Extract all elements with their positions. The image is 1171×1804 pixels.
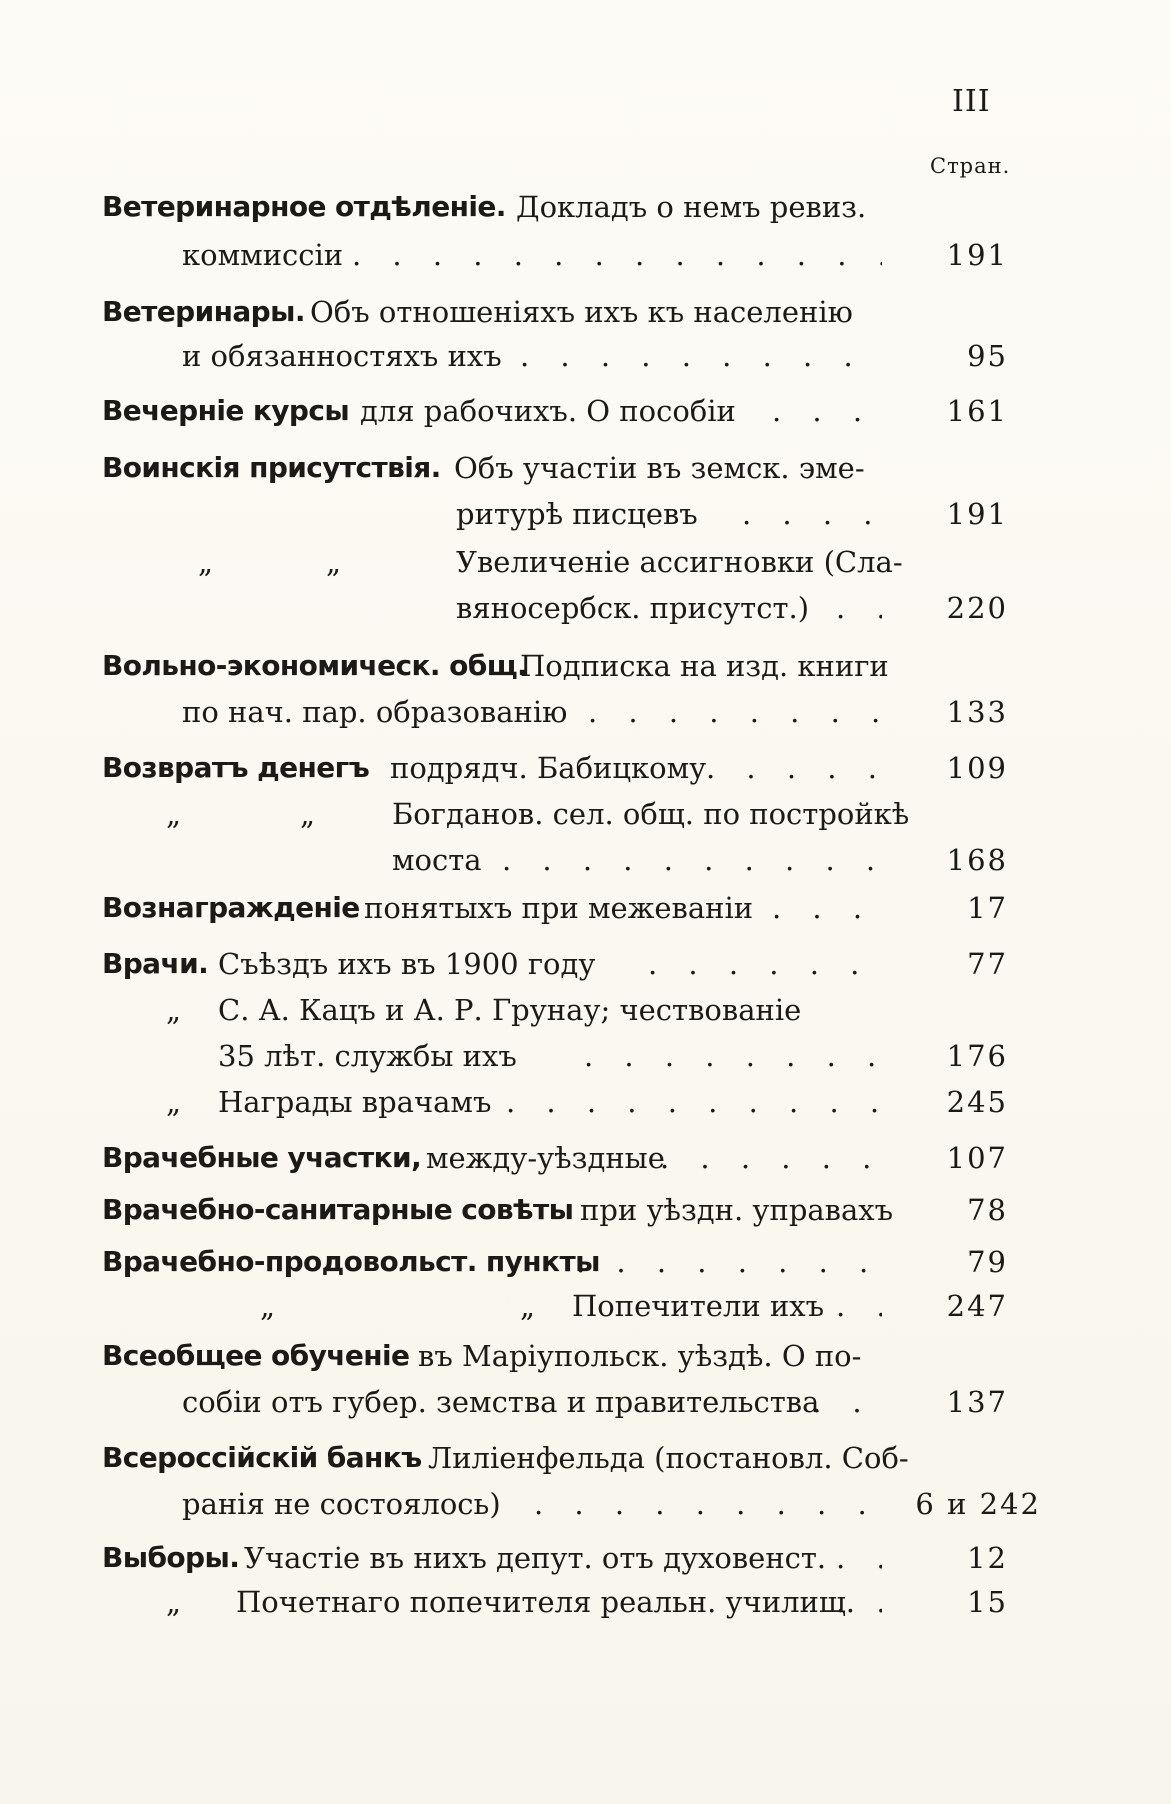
entry-page: 79: [967, 1245, 1008, 1279]
index-entry-line: [0, 792, 1171, 836]
entry-heading: Вечерніе курсы: [102, 394, 350, 427]
index-entry-line: [0, 1284, 1171, 1328]
entry-heading: Воинскія присутствія.: [102, 451, 441, 484]
ditto-mark: „: [198, 545, 214, 579]
dot-leader: [836, 1284, 882, 1328]
index-entry-line: [0, 446, 1171, 490]
dot-leader: [576, 1240, 882, 1284]
index-entry-line: [0, 838, 1171, 882]
entry-text: Награды врачамъ: [218, 1085, 492, 1119]
entry-text: подрядч. Бабицкому: [390, 751, 707, 785]
entry-text: въ Маріупольск. уѣздѣ. О по-: [418, 1339, 862, 1373]
index-entry-line: [0, 644, 1171, 688]
ditto-mark: „: [166, 1585, 182, 1619]
entry-text: ритурѣ писцевъ: [456, 497, 698, 531]
dot-leader: [520, 334, 882, 378]
page-number: III: [952, 84, 991, 119]
dot-leader: [534, 1482, 882, 1526]
index-entry-line: [0, 1034, 1171, 1078]
entry-heading: Врачи.: [102, 947, 209, 980]
entry-heading: Возвратъ денегъ: [102, 751, 370, 784]
index-entry-line: [0, 540, 1171, 584]
entry-text: Почетнаго попечителя реальн. училищ.: [236, 1585, 856, 1619]
index-entry-line: [0, 1580, 1171, 1624]
entry-text: 35 лѣт. службы ихъ: [218, 1039, 517, 1073]
entry-text: собіи отъ губер. земства и правительства: [182, 1385, 820, 1419]
index-entry-line: [0, 690, 1171, 734]
entry-page: 17: [967, 891, 1008, 925]
entry-text: Объ участіи въ земск. эме-: [454, 451, 865, 485]
index-entry-line: [0, 492, 1171, 536]
entry-heading: Всеобщее обученіе: [102, 1339, 410, 1372]
entry-page: 133: [946, 695, 1008, 729]
dot-leader: [584, 1034, 882, 1078]
index-entry-line: [0, 988, 1171, 1032]
entry-page: 77: [967, 947, 1008, 981]
entry-text: Участіе въ нихъ депут. отъ духовенст.: [244, 1541, 827, 1575]
index-entry-line: [0, 1080, 1171, 1124]
entry-page: 191: [946, 238, 1008, 272]
dot-leader: [506, 1080, 882, 1124]
index-entry-line: [0, 334, 1171, 378]
entry-text: ранія не состоялось): [182, 1487, 501, 1521]
dot-leader: [836, 1536, 882, 1580]
entry-text: Увеличеніе ассигновки (Сла-: [456, 545, 903, 579]
entry-text: Богданов. сел. общ. по постройкѣ: [392, 797, 910, 831]
entry-page: 6 и 242: [915, 1487, 1041, 1521]
entry-text: для рабочихъ. О пособіи: [360, 394, 736, 428]
index-entry-line: [0, 1188, 1171, 1232]
column-header-pages: Стран.: [930, 154, 1011, 178]
dot-leader: [836, 1580, 882, 1624]
entry-text: коммиссіи: [182, 238, 344, 272]
entry-page: 137: [946, 1385, 1008, 1419]
index-entry-line: [0, 886, 1171, 930]
entry-page: 95: [967, 339, 1008, 373]
entry-page: 15: [967, 1585, 1008, 1619]
index-entry-line: [0, 233, 1171, 277]
index-entry-line: [0, 942, 1171, 986]
index-entry-line: [0, 389, 1171, 433]
entry-heading: Врачебные участки,: [102, 1141, 422, 1174]
ditto-mark: „: [166, 1085, 182, 1119]
entry-text: Попечители ихъ: [572, 1289, 825, 1323]
index-entry-line: [0, 1240, 1171, 1284]
entry-page: 245: [946, 1085, 1008, 1119]
ditto-mark: „: [520, 1289, 536, 1323]
index-entry-line: [0, 290, 1171, 334]
entry-page: 220: [946, 591, 1008, 625]
dot-leader: [836, 586, 882, 630]
entry-text: Подписка на изд. книги: [520, 649, 889, 683]
entry-text: по нач. пар. образованію: [182, 695, 568, 729]
entry-page: 107: [946, 1141, 1008, 1175]
index-entry-line: [0, 1136, 1171, 1180]
entry-heading: Ветеринарное отдѣленіе.: [102, 190, 506, 223]
index-entry-line: [0, 586, 1171, 630]
entry-heading: Вольно-экономическ. общ.: [102, 649, 528, 682]
entry-page: 109: [946, 751, 1008, 785]
index-entry-line: [0, 746, 1171, 790]
entry-heading: Выборы.: [102, 1541, 240, 1574]
dot-leader: [706, 746, 882, 790]
entry-text: Объ отношеніяхъ ихъ къ населенію: [310, 295, 853, 329]
entry-page: 247: [946, 1289, 1008, 1323]
dot-leader: [772, 389, 882, 433]
entry-text: Съѣздъ ихъ въ 1900 году: [218, 947, 596, 981]
entry-heading: Всероссійскій банкъ: [102, 1441, 422, 1474]
entry-text: С. А. Кацъ и А. Р. Грунау; чествованіе: [218, 993, 802, 1027]
index-entry-line: [0, 1536, 1171, 1580]
entry-heading: Врачебно-санитарные совѣты: [102, 1193, 574, 1226]
dot-leader: [812, 1380, 882, 1424]
ditto-mark: „: [166, 797, 182, 831]
entry-text: при уѣздн. управахъ: [580, 1193, 894, 1227]
entry-text: и обязанностяхъ ихъ: [182, 339, 502, 373]
dot-leader: [660, 1136, 882, 1180]
dot-leader: [502, 838, 882, 882]
entry-heading: Ветеринары.: [102, 295, 305, 328]
ditto-mark: „: [166, 993, 182, 1027]
ditto-mark: „: [300, 797, 316, 831]
dot-leader: [352, 233, 882, 277]
entry-page: 176: [946, 1039, 1008, 1073]
entry-heading: Вознагражденіе: [102, 891, 360, 924]
entry-page: 168: [946, 843, 1008, 877]
dot-leader: [742, 492, 882, 536]
index-entry-line: [0, 1482, 1171, 1526]
ditto-mark: „: [326, 545, 342, 579]
ditto-mark: „: [260, 1289, 276, 1323]
dot-leader: [648, 942, 882, 986]
entry-text: вяносербск. присутст.): [456, 591, 810, 625]
entry-heading: Врачебно-продовольст. пункты: [102, 1245, 600, 1278]
index-entry-line: [0, 1334, 1171, 1378]
entry-page: 78: [967, 1193, 1008, 1227]
index-entry-line: [0, 1380, 1171, 1424]
index-entry-line: [0, 1436, 1171, 1480]
entry-page: 12: [967, 1541, 1008, 1575]
index-entry-line: [0, 185, 1171, 229]
dot-leader: [588, 690, 882, 734]
entry-text: понятыхъ при межеваніи: [364, 891, 754, 925]
entry-text: между-уѣздные: [426, 1141, 665, 1175]
entry-text: Лиліенфельда (постановл. Соб-: [428, 1441, 909, 1475]
entry-page: 161: [946, 394, 1008, 428]
entry-text: Докладъ о немъ ревиз.: [516, 190, 867, 224]
entry-text: моста: [392, 843, 482, 877]
entry-page: 191: [946, 497, 1008, 531]
dot-leader: [772, 886, 882, 930]
